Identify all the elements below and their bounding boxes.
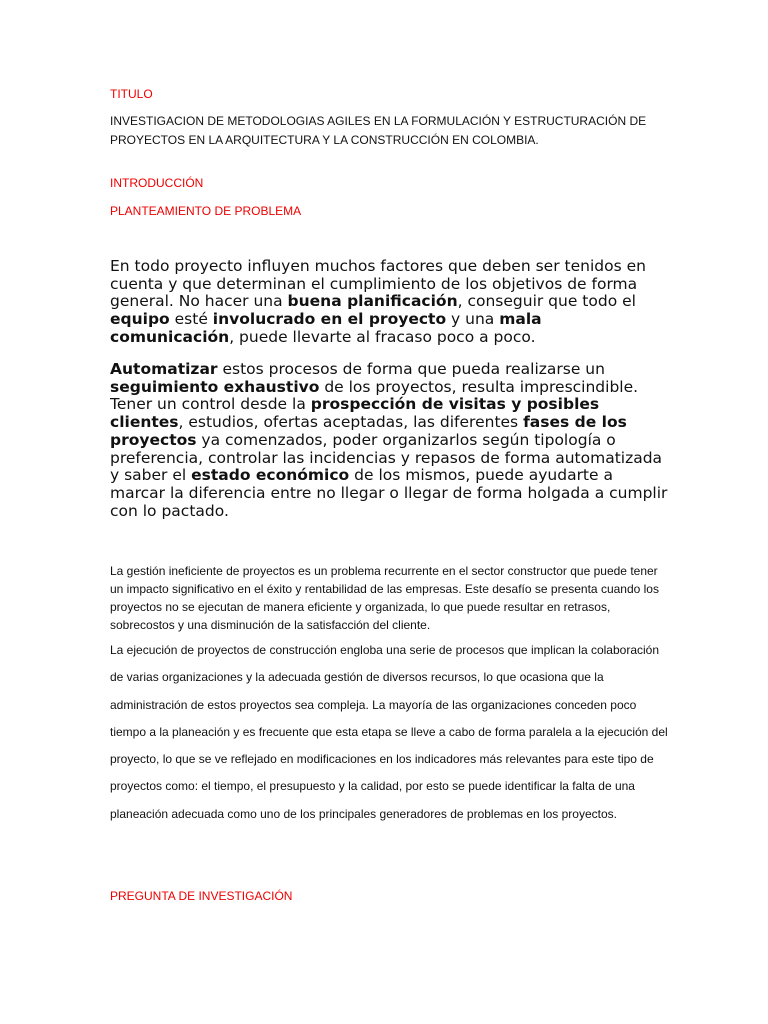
p1-text-6: y una [446,310,500,329]
p2-text-1: estos procesos de forma que pueda realizarse un [217,360,605,378]
p1-text-4: esté [169,310,213,329]
p1-bold-1: buena planificación [287,292,458,311]
p2-bold-2: seguimiento exhaustivo [110,377,320,396]
paragraph-planificacion [110,258,670,347]
heading-introduccion: INTRODUCCIÓN [110,176,204,190]
heading-pregunta: PREGUNTA DE INVESTIGACIÓN [110,889,293,903]
p2-text-7: ya comenzados, poder organizarlos según tipología o preferencia, controlar las incidencias y repasos de forma automatizada y saber el [110,430,663,485]
p2-text-5: , estudios, ofertas aceptadas, las diferentes [178,413,524,432]
p2-bold-0: Automatizar [110,360,218,378]
title-text: INVESTIGACION DE METODOLOGIAS AGILES EN LA FORMULACIÓN Y ESTRUCTURACIÓN DE PROYECTOS EN LA ARQUITECTURA Y LA CONSTRUCCIÓN EN COLOMBIA. [110,114,647,147]
p2-bold-8: estado económico [191,466,350,485]
paragraph-automatizar [110,361,670,520]
p2-bold-6: fases de los proyectos [110,413,627,449]
p2-bold-4: prospección de visitas y posibles clientes [110,395,600,432]
heading-titulo: TITULO [110,87,153,101]
heading-planteamiento: PLANTEAMIENTO DE PROBLEMA [110,204,302,218]
p1-bold-5: involucrado en el proyecto [212,310,447,329]
paragraph-ejecucion-proyectos: La ejecución de proyectos de construcción engloba una serie de procesos que implican la colaboración de varias organizaciones y la adecuada gestión de diversos recursos, lo que ocasiona que la administración de estos proyectos sea compleja. La mayoría de las organizaciones conceden poco tiempo a la planeación y es frecuente que esta etapa se lleve a cabo de forma paralela a la ejecución del proyecto, lo que se ve reflejado en modificaciones en los indicadores más relevantes para este tipo de proyectos como: el tiempo, el presupuesto y la calidad, por esto se puede identificar la falta de una planeación adecuada como uno de los principales generadores de problemas en los proyectos. [110,643,668,821]
p1-text-0: En todo proyecto influyen muchos factores que deben ser tenidos en cuenta y que determinan el cumplimiento de los objetivos de forma general. No hacer una [110,257,646,311]
p1-bold-3: equipo [110,310,170,329]
p1-text-2: , conseguir que todo el [457,292,636,311]
paragraph-gestion-ineficiente: La gestión ineficiente de proyectos es un problema recurrente en el sector constructor que puede tener un impacto significativo en el éxito y rentabilidad de las empresas. Este desafío se presenta cuando los proyectos no se ejecutan de manera eficiente y organizada, lo que puede resultar en retrasos, sobrecostos y una disminución de la satisfacción del cliente. [110,564,659,633]
p1-bold-7: mala comunicación [110,310,542,346]
p2-text-9: de los mismos, puede ayudarte a marcar la diferencia entre no llegar o llegar de forma holgada a cumplir con lo pactado. [110,466,668,520]
p2-text-3: de los proyectos, resulta imprescindible. Tener un control desde la [110,377,639,414]
p1-text-8: , puede llevarte al fracaso poco a poco. [229,327,536,346]
